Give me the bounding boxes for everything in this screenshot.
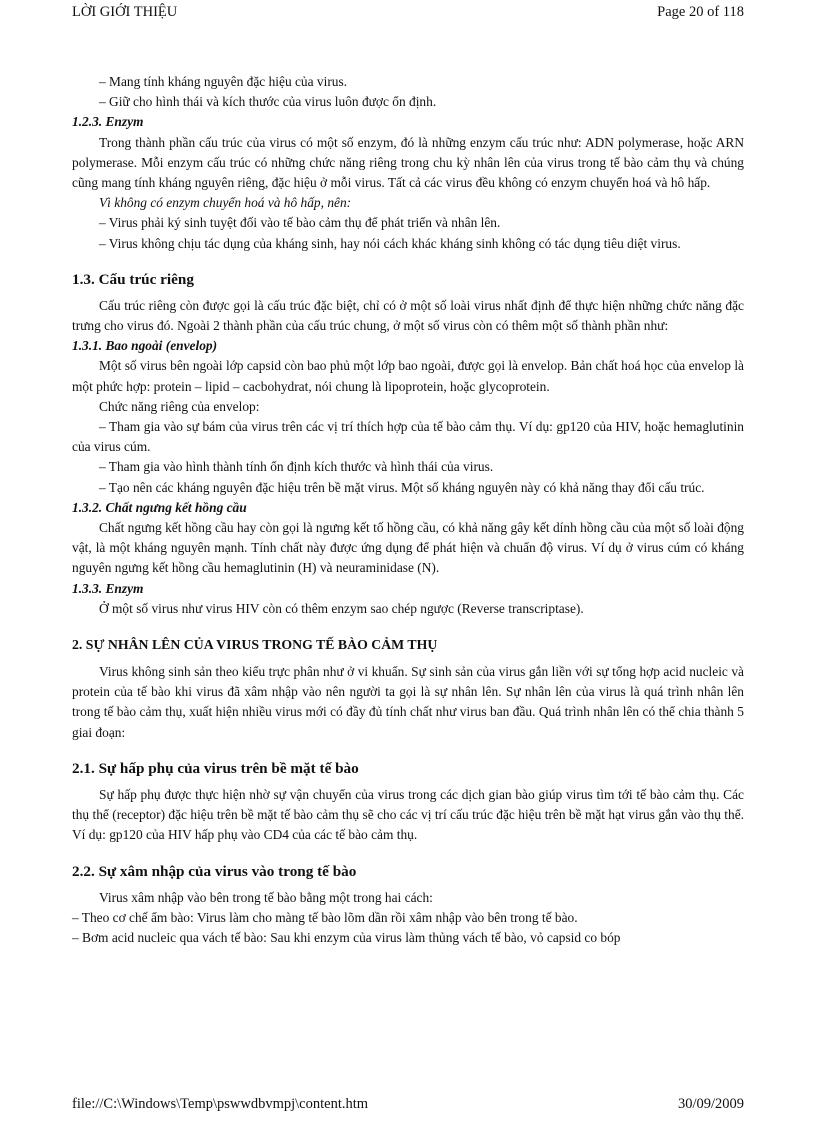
paragraph: – Tham gia vào sự bám của virus trên các vị trí thích hợp của tế bào cảm thụ. Ví dụ: gp120 của HIV, hoặc hemaglutinin của virus cúm. xyxy=(72,419,744,455)
paragraph: Vì không có enzym chuyển hoá và hô hấp, nên: xyxy=(99,195,352,211)
subsection-heading-1-2-3: 1.2.3. Enzym xyxy=(72,114,144,130)
section-heading-1-3: 1.3. Cấu trúc riêng xyxy=(72,270,194,288)
header-title: LỜI GIỚI THIỆU xyxy=(72,3,178,20)
subsection-heading-1-3-1: 1.3.1. Bao ngoài (envelop) xyxy=(72,338,218,354)
paragraph: Ở một số virus như virus HIV còn có thêm enzym sao chép ngược (Reverse transcriptase). xyxy=(99,600,584,616)
paragraph: Virus xâm nhập vào bên trong tế bào bằng một trong hai cách: xyxy=(99,889,433,905)
paragraph: Virus không sinh sản theo kiểu trực phân như ở vi khuẩn. Sự sinh sản của virus gắn liền với sự tổng hợp acid nucleic và protein của tế bào khi virus đã xâm nhập vào nên người ta gọi là sự nhân lên. Sự nhân lên của virus là quá trình nhân lên trong tế bào cảm thụ, xuất hiện nhiều virus mới có đầy đủ tính chất như virus ban đầu. Quá trình nhân lên có thể chia thành 5 giai đoạn: xyxy=(72,664,744,740)
document-body xyxy=(72,72,744,948)
paragraph: – Bơm acid nucleic qua vách tế bào: Sau khi enzym của virus làm thủng vách tế bào, vỏ capsid co bóp xyxy=(72,929,621,945)
paragraph: – Tham gia vào hình thành tính ổn định kích thước và hình thái của virus. xyxy=(99,459,494,475)
paragraph: Sự hấp phụ được thực hiện nhờ sự vận chuyển của virus trong các dịch gian bào giúp virus tìm tới tế bào cảm thụ. Các thụ thể (receptor) đặc hiệu trên bề mặt tế bào cảm thụ sẽ cho các vị trí cấu trúc đặc hiệu trên bề mặt hạt virus gắn vào thụ thể. Ví dụ: gp120 của HIV hấp phụ vào CD4 của các tế bào cảm thụ. xyxy=(72,786,744,843)
paragraph: – Giữ cho hình thái và kích thước của virus luôn được ổn định. xyxy=(99,94,437,110)
subsection-heading-1-3-3: 1.3.3. Enzym xyxy=(72,580,144,596)
paragraph: Một số virus bên ngoài lớp capsid còn bao phủ một lớp bao ngoài, được gọi là envelop. Bản chất hoá học của envelop là một phức hợp: protein – lipid – cacbohydrat, nói chung là lipoprotein, hoặc glycoprotein. xyxy=(72,358,744,394)
page-header xyxy=(72,2,744,22)
paragraph: Cấu trúc riêng còn được gọi là cấu trúc đặc biệt, chỉ có ở một số loài virus nhất định để thực hiện những chức năng đặc trưng cho virus đó. Ngoài 2 thành phần của cấu trúc chung, ở một số virus còn có thêm một số thành phần như: xyxy=(72,297,744,334)
paragraph: – Tạo nên các kháng nguyên đặc hiệu trên bề mặt virus. Một số kháng nguyên này có khả năng thay đổi cấu trúc. xyxy=(99,479,705,495)
page-footer xyxy=(72,1094,744,1114)
paragraph: Trong thành phần cấu trúc của virus có một số enzym, đó là những enzym cấu trúc như: ADN polymerase, hoặc ARN polymerase. Mỗi enzym cấu trúc có những chức năng riêng trong chu kỳ nhân lên của virus trong tế bào cảm thụ và chúng cũng mang tính kháng nguyên riêng, đặc hiệu ở mỗi virus. Tất cả các virus đều không có enzym chuyển hoá và hô hấp. xyxy=(72,134,744,191)
paragraph: Chất ngưng kết hồng cầu hay còn gọi là ngưng kết tố hồng cầu, có khả năng gây kết dính hồng cầu của một số loài động vật, là một kháng nguyên mạnh. Tính chất này được ứng dụng để phát hiện và chuẩn độ virus. Ví dụ ở virus cúm có kháng nguyên ngưng kết hồng cầu hemaglutinin (H) và neuraminidase (N). xyxy=(72,520,744,576)
section-heading-2-1: 2.1. Sự hấp phụ của virus trên bề mặt tế bào xyxy=(72,759,359,777)
subsection-heading-1-3-2: 1.3.2. Chất ngưng kết hồng cầu xyxy=(72,499,247,515)
paragraph: – Mang tính kháng nguyên đặc hiệu của virus. xyxy=(99,74,348,89)
page-number: Page 20 of 118 xyxy=(657,3,744,20)
section-heading-2-2: 2.2. Sự xâm nhập của virus vào trong tế bào xyxy=(72,862,357,880)
chapter-heading-2: 2. SỰ NHÂN LÊN CỦA VIRUS TRONG TẾ BÀO CẢM THỤ xyxy=(72,637,438,653)
paragraph: – Virus phải ký sinh tuyệt đối vào tế bào cảm thụ để phát triển và nhân lên. xyxy=(99,215,501,231)
footer-date: 30/09/2009 xyxy=(677,1095,744,1112)
footer-path: file://C:\Windows\Temp\pswwdbvmpj\content.htm xyxy=(72,1095,369,1112)
paragraph: – Virus không chịu tác dụng của kháng sinh, hay nói cách khác kháng sinh không có tác dụng tiêu diệt virus. xyxy=(99,235,681,251)
paragraph: Chức năng riêng của envelop: xyxy=(99,398,260,414)
paragraph: – Theo cơ chế ẩm bào: Virus làm cho màng tế bào lõm dần rồi xâm nhập vào bên trong tế bào. xyxy=(72,909,578,925)
